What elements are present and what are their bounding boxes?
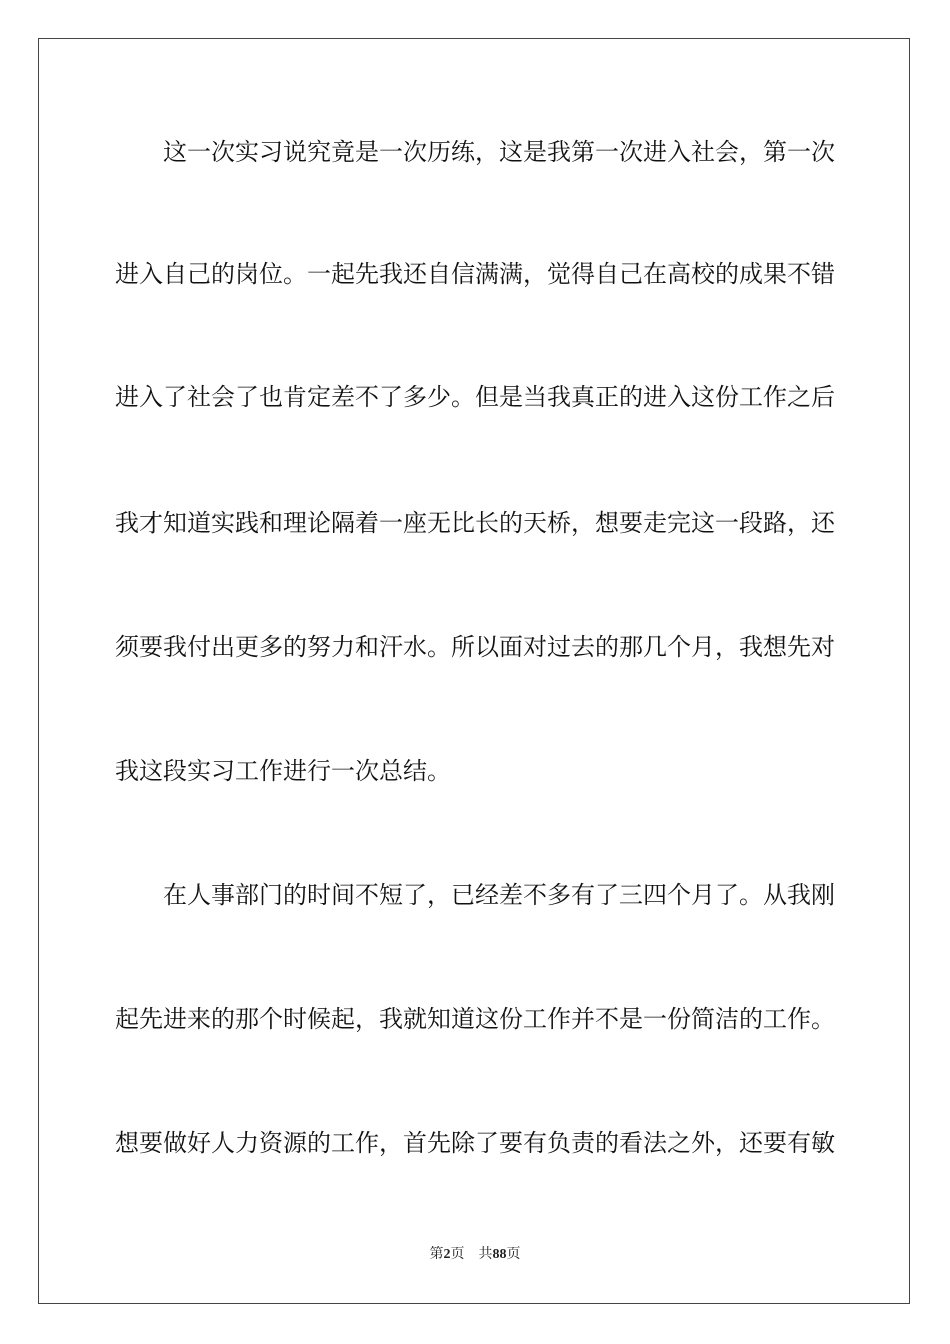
page-number: 2 xyxy=(443,1247,451,1262)
page-footer xyxy=(0,1245,950,1264)
total-suffix: 页 xyxy=(506,1246,521,1262)
total-prefix: 共 xyxy=(478,1246,493,1262)
paragraph-1-line-4: 我才知道实践和理论隔着一座无比长的天桥，想要走完这一段路，还 xyxy=(115,509,835,537)
paragraph-1-line-3: 进入了社会了也肯定差不了多少。但是当我真正的进入这份工作之后 xyxy=(115,383,835,411)
paragraph-1-line-2: 进入自己的岗位。一起先我还自信满满，觉得自己在高校的成果不错 xyxy=(115,260,835,288)
page-border xyxy=(38,38,910,1304)
paragraph-2-line-1: 在人事部门的时间不短了，已经差不多有了三四个月了。从我刚 xyxy=(163,881,835,909)
paragraph-1-line-5: 须要我付出更多的努力和汗水。所以面对过去的那几个月，我想先对 xyxy=(115,633,835,661)
total-pages: 88 xyxy=(492,1247,507,1262)
paragraph-2-line-2: 起先进来的那个时候起，我就知道这份工作并不是一份简洁的工作。 xyxy=(115,1005,835,1033)
page-prefix: 第 xyxy=(429,1246,444,1262)
paragraph-1-line-1: 这一次实习说究竟是一次历练，这是我第一次进入社会，第一次 xyxy=(163,138,835,166)
page-suffix: 页 xyxy=(450,1246,465,1262)
paragraph-1-line-6: 我这段实习工作进行一次总结。 xyxy=(115,757,451,785)
paragraph-2-line-3: 想要做好人力资源的工作，首先除了要有负责的看法之外，还要有敏 xyxy=(115,1129,835,1157)
